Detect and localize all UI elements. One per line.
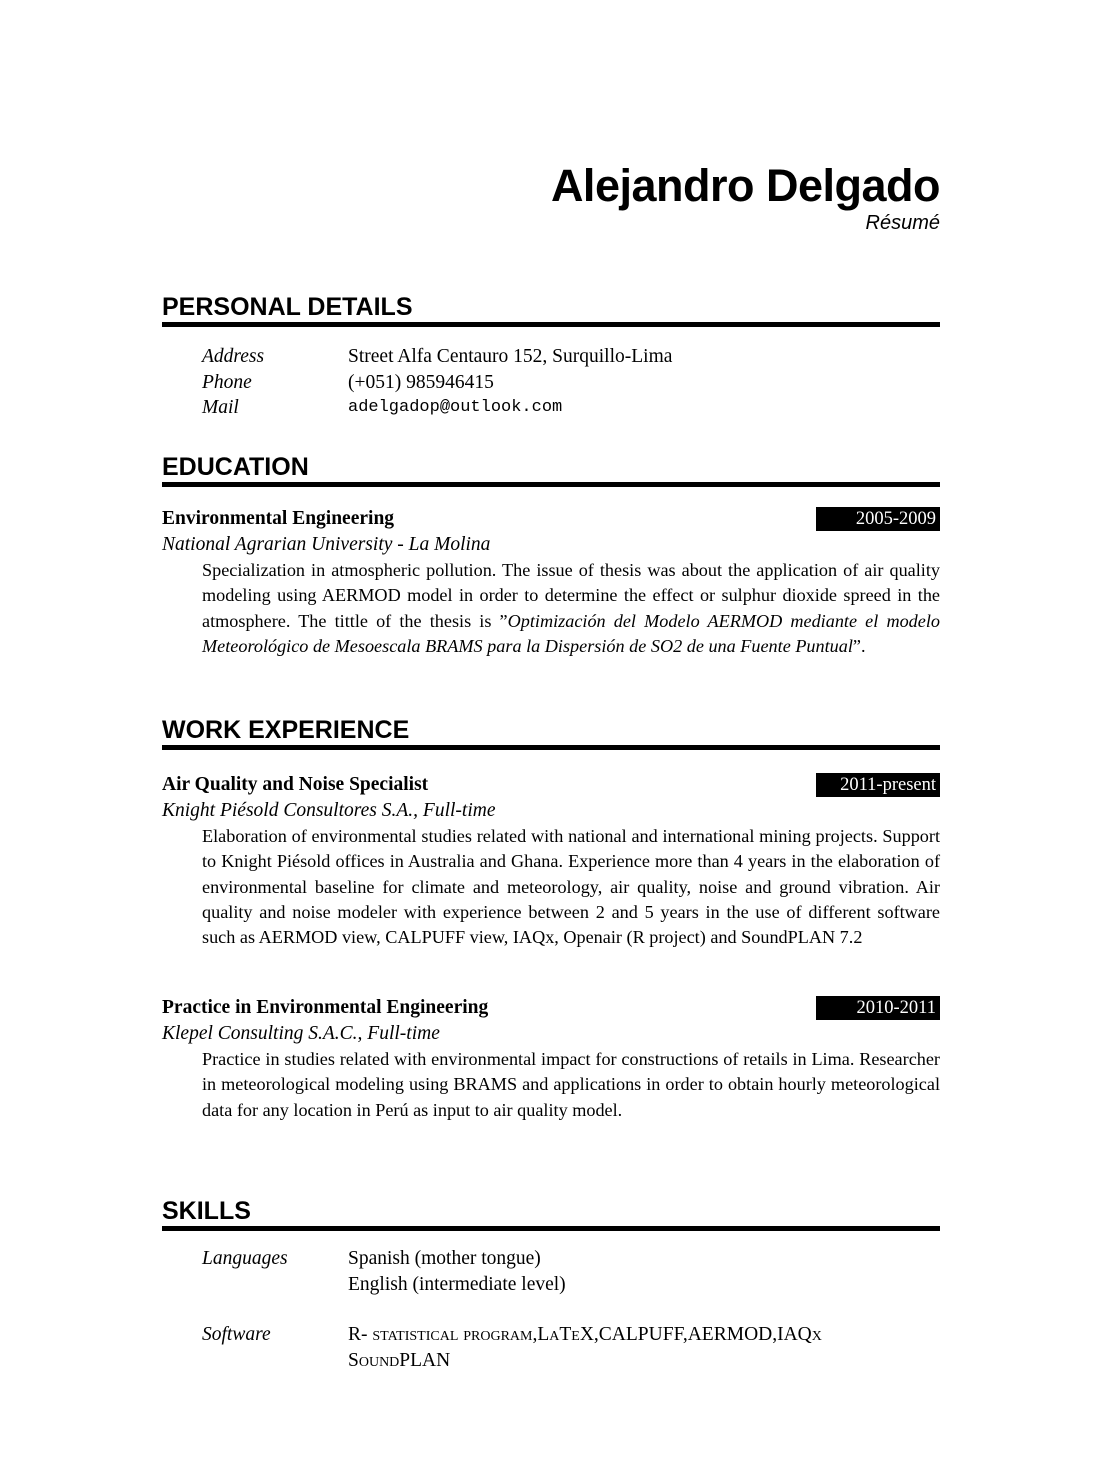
- section-rule: [162, 745, 940, 750]
- section-title: WORK EXPERIENCE: [162, 716, 410, 744]
- languages-values: [348, 1246, 566, 1297]
- section-title: SKILLS: [162, 1197, 251, 1225]
- languages-label: Languages: [202, 1248, 288, 1269]
- date-badge: 2011-present: [816, 773, 940, 797]
- mail-row: [202, 395, 672, 421]
- entry-description: [202, 558, 940, 659]
- resume-header: [551, 160, 940, 234]
- languages-row: [202, 1246, 942, 1297]
- person-name: Alejandro Delgado: [550, 160, 940, 211]
- skills-list: [202, 1246, 942, 1373]
- section-personal-details: [162, 293, 940, 327]
- software-row: [202, 1322, 942, 1373]
- section-work-experience: [162, 716, 940, 750]
- mail-value[interactable]: adelgadop@outlook.com: [348, 398, 563, 417]
- entry-title: Air Quality and Noise Specialist: [162, 774, 429, 795]
- education-entry: [162, 506, 940, 659]
- work-entry: [162, 995, 940, 1123]
- resume-subtitle: Résumé: [865, 212, 940, 234]
- software-item: SoundPLAN: [348, 1349, 451, 1371]
- section-rule: [162, 482, 940, 487]
- entry-description: Elaboration of environmental studies related with national and international mining projects. Support to Knight Piésold offices in Australia and Ghana. Experience more than 4 years in the elaboration of environmental baseline for climate and meteorology, air quality, noise and ground vibration. Air quality and noise modeler with experience between 2 and 5 years in the use of different software such as AERMOD view, CALPUFF view, IAQx, Openair (R project) and SoundPLAN 7.2: [202, 826, 940, 948]
- section-skills: [162, 1197, 940, 1231]
- software-values: [348, 1322, 822, 1373]
- section-rule: [162, 1226, 940, 1231]
- entry-title: Practice in Environmental Engineering: [162, 997, 489, 1018]
- personal-details-list: [202, 344, 672, 421]
- desc-text: Specialization in atmospheric pollution. The issue of thesis was about the application of air quality modeling using AERMOD model in order to determine the effect or sulphur dioxide spreed in the atmosphere. The tittle of the thesis is ”: [202, 560, 940, 631]
- entry-description: Practice in studies related with environmental impact for constructions of retails in Lima. Researcher in meteorological modeling using BRAMS and applications in order to obtain hourly meteorological data for any location in Perú as input to air quality model.: [202, 1049, 940, 1120]
- phone-label: Phone: [202, 371, 252, 393]
- date-badge: 2010-2011: [816, 996, 940, 1020]
- software-item: R- statistical program,LaTeX,CALPUFF,AERMOD,IAQx: [348, 1324, 822, 1345]
- entry-title: Environmental Engineering: [162, 508, 395, 529]
- address-row: [202, 344, 672, 370]
- entry-org: Klepel Consulting S.A.C., Full-time: [162, 1023, 440, 1044]
- phone-row: [202, 370, 672, 396]
- software-label: Software: [202, 1324, 271, 1345]
- section-education: [162, 453, 940, 487]
- work-entry: [162, 772, 940, 950]
- language-item: Spanish (mother tongue): [348, 1248, 541, 1269]
- desc-end: ”.: [852, 635, 866, 656]
- thesis-title: Optimización del Modelo AERMOD mediante el modelo Meteorológico de Mesoescala BRAMS para la Dispersión de SO2 de una Fuente Puntual: [202, 610, 940, 656]
- section-title: PERSONAL DETAILS: [162, 293, 413, 321]
- address-label: Address: [202, 346, 265, 367]
- mail-label: Mail: [202, 397, 239, 418]
- entry-org: Knight Piésold Consultores S.A., Full-time: [162, 800, 496, 821]
- entry-org: National Agrarian University - La Molina: [162, 534, 491, 555]
- date-badge: 2005-2009: [816, 507, 940, 531]
- phone-value: (+051) 985946415: [348, 371, 494, 393]
- section-rule: [162, 322, 940, 327]
- language-item: English (intermediate level): [348, 1273, 566, 1295]
- address-value: Street Alfa Centauro 152, Surquillo-Lima: [348, 346, 673, 367]
- section-title: EDUCATION: [162, 453, 309, 481]
